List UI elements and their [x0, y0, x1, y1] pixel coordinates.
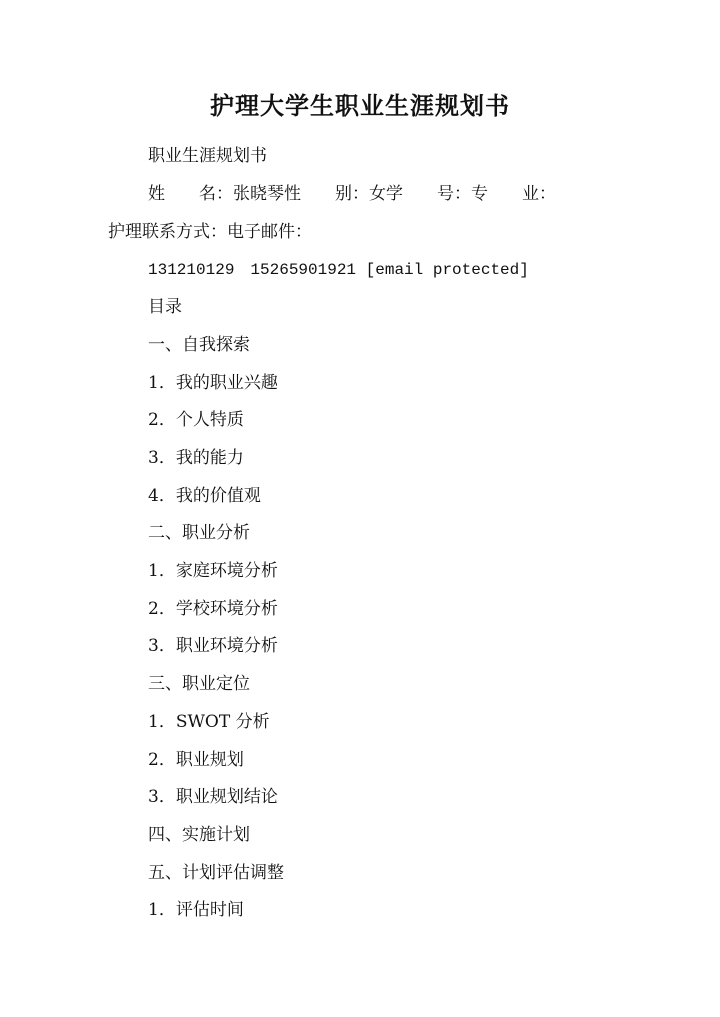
toc-item: 1．SWOT 分析 — [148, 712, 270, 732]
contact-line: 131210129 15265901921 [email protected] — [148, 261, 529, 279]
toc-item: 四、实施计划 — [148, 825, 250, 845]
toc-item: 2．学校环境分析 — [148, 599, 278, 619]
personal-info-line: 姓 名：张晓琴性 别：女学 号：专 业： — [148, 184, 556, 204]
toc-item: 2．个人特质 — [148, 410, 244, 430]
toc-item: 三、职业定位 — [148, 674, 250, 694]
toc-item: 一、自我探索 — [148, 335, 250, 355]
toc-item: 3．我的能力 — [148, 448, 244, 468]
toc-item: 1．评估时间 — [148, 900, 244, 920]
toc-item: 2．职业规划 — [148, 750, 244, 770]
toc-item: 1．我的职业兴趣 — [148, 373, 278, 393]
toc-item: 4．我的价值观 — [148, 486, 261, 506]
toc-item: 1．家庭环境分析 — [148, 561, 278, 581]
document-title: 护理大学生职业生涯规划书 — [210, 91, 510, 120]
toc-item: 五、计划评估调整 — [148, 863, 284, 883]
toc-heading: 目录 — [148, 297, 182, 317]
toc-item: 3．职业环境分析 — [148, 636, 278, 656]
personal-info-continuation: 护理联系方式：电子邮件： — [108, 222, 312, 242]
toc-item: 3．职业规划结论 — [148, 787, 278, 807]
document-subtitle: 职业生涯规划书 — [148, 146, 267, 166]
toc-item: 二、职业分析 — [148, 523, 250, 543]
